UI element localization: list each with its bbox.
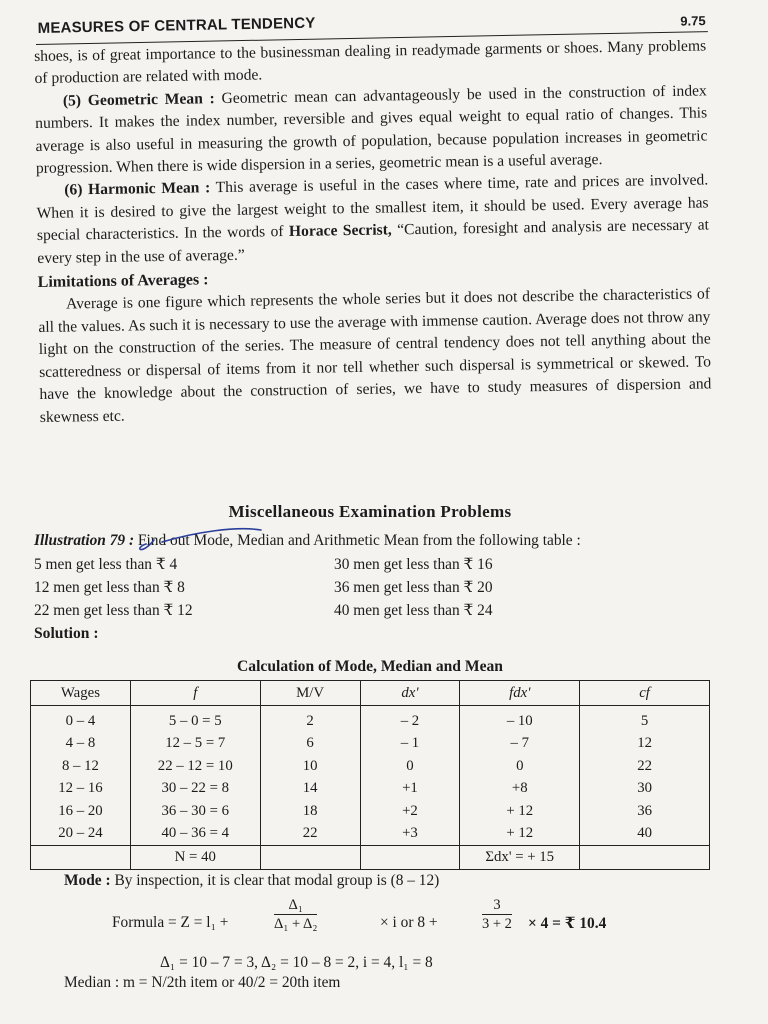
table-cell (31, 846, 131, 870)
mode-formula (64, 896, 704, 950)
table-cell: 0 (360, 755, 460, 778)
table-cell: 30 – 22 = 8 (130, 778, 260, 801)
paragraph-harmonic-mean (36, 170, 709, 270)
table-cell: – 1 (360, 733, 460, 756)
table-cell: 18 (260, 800, 360, 823)
table-cell: 20 – 24 (31, 823, 131, 846)
paragraph-geometric-mean (35, 80, 708, 180)
solution-working (64, 872, 704, 992)
page-number: 9.75 (680, 13, 706, 29)
table-row (31, 706, 710, 733)
table-row (31, 800, 710, 823)
column-header: fdx' (460, 681, 580, 706)
table-cell: 0 (460, 755, 580, 778)
table-cell: – 10 (460, 706, 580, 733)
table-cell: 36 – 30 = 6 (130, 800, 260, 823)
table-cell: + 12 (460, 823, 580, 846)
formula-result: × 4 = ₹ 10.4 (528, 915, 607, 932)
table-cell: 40 (580, 823, 710, 846)
table-cell: 22 – 12 = 10 (130, 755, 260, 778)
mode-label: Mode : (64, 872, 111, 889)
table-cell: 14 (260, 778, 360, 801)
table-cell: – 2 (360, 706, 460, 733)
table-cell: +8 (460, 778, 580, 801)
table-total-row (31, 846, 710, 870)
table-row (31, 733, 710, 756)
table-title: Calculation of Mode, Median and Mean (237, 658, 503, 675)
formula-fraction-delta (274, 896, 317, 933)
table-cell: 10 (260, 755, 360, 778)
table-cell: 22 (260, 823, 360, 846)
formula-middle: × i or 8 + (380, 914, 438, 931)
table-cell: 8 – 12 (31, 755, 131, 778)
table-cell: 6 (260, 733, 360, 756)
section-title: Miscellaneous Examination Problems (228, 502, 512, 521)
list-item: 12 men get less than ₹ 8 (34, 579, 185, 596)
harmonic-mean-text-b: “Caution, foresight and analysis are necessary at every step in the use of average.” (37, 216, 710, 267)
list-item: 22 men get less than ₹ 12 (34, 602, 193, 619)
column-header: M/V (260, 681, 360, 706)
pen-annotation-icon (96, 522, 266, 554)
table-cell (360, 846, 460, 870)
table-cell: +3 (360, 823, 460, 846)
fraction-numerator: Δ₁ (274, 896, 317, 915)
problem-data-list (34, 554, 734, 621)
formula-fraction-values (482, 896, 512, 933)
table-cell: 2 (260, 706, 360, 733)
illustration-label: Illustration 79 : (34, 532, 135, 549)
fraction-denominator: 3 + 2 (482, 916, 512, 932)
table-header-row (31, 681, 710, 706)
median-statement: Median : m = N/2th item or 40/2 = 20th item (64, 974, 341, 991)
table-cell (260, 846, 360, 870)
table-cell: 4 – 8 (31, 733, 131, 756)
fraction-numerator: 3 (482, 896, 512, 915)
table-cell: 16 – 20 (31, 800, 131, 823)
fraction-denominator: Δ₁ + Δ₂ (274, 916, 318, 932)
harmonic-mean-label: (6) Harmonic Mean : (64, 179, 211, 199)
table-cell (580, 846, 710, 870)
table-cell: 5 (580, 706, 710, 733)
table-cell: 12 – 16 (31, 778, 131, 801)
chapter-title: MEASURES OF CENTRAL TENDENCY (37, 14, 316, 37)
table-cell: + 12 (460, 800, 580, 823)
solution-label: Solution : (34, 625, 99, 642)
column-header: Wages (31, 681, 131, 706)
limitations-heading: Limitations of Averages : (37, 271, 209, 292)
table-cell: 0 – 4 (31, 706, 131, 733)
author-name: Horace Secrist, (288, 221, 392, 241)
total-n-cell: N = 40 (130, 846, 260, 870)
harmonic-mean-text-a: This average is useful in the cases where time, rate and prices are involved. When it is desired to give the largest weight to the smallest item, it should be used. Every average has special characteristics. In the words of (36, 171, 709, 245)
paragraph-limitations: Average is one figure which represents the whole series but it does not describe the characteristics of all the values. As such it is necessary to use the average with immense caution. Average does not throw any light on the construction of the series. The measure of central tendency does not tell anything about the scatteredness or dispersal of items from it nor tell whether such dispersal is symmetrical or skewed. To have the knowledge about the construction of series, we have to study measures of dispersion and skewness etc. (38, 285, 712, 426)
calculation-table (30, 680, 710, 870)
column-header: cf (580, 681, 710, 706)
list-item: 30 men get less than ₹ 16 (334, 556, 493, 573)
delta-values: Δ₁ = 10 – 7 = 3, Δ₂ = 10 – 8 = 2, i = 4, l₁ = 8 (160, 954, 433, 971)
table-cell: 5 – 0 = 5 (130, 706, 260, 733)
table-cell: 36 (580, 800, 710, 823)
table-cell: +1 (360, 778, 460, 801)
list-item: 5 men get less than ₹ 4 (34, 556, 178, 573)
table-cell: 40 – 36 = 4 (130, 823, 260, 846)
table-cell: 12 (580, 733, 710, 756)
table-cell: – 7 (460, 733, 580, 756)
mode-statement (64, 872, 704, 890)
illustration-text: Find out Mode, Median and Arithmetic Mean from the following table : (134, 532, 581, 549)
table-row (31, 823, 710, 846)
body-text (34, 35, 712, 428)
table-row (31, 778, 710, 801)
geometric-mean-text: Geometric mean can advantageously be used in the construction of index numbers. It makes the index number, reversible and gives equal weight to equal ratio of changes. This average is also useful in measuring the growth of population, because population increases in geometric progression. When there is wide dispersion in a series, geometric mean is a useful average. (35, 82, 708, 178)
table-cell: +2 (360, 800, 460, 823)
table-cell: 12 – 5 = 7 (130, 733, 260, 756)
mode-text: By inspection, it is clear that modal group is (8 – 12) (110, 872, 440, 889)
geometric-mean-label: (5) Geometric Mean : (62, 89, 215, 110)
table-cell: 22 (580, 755, 710, 778)
table-row (31, 755, 710, 778)
formula-label: Formula = Z = l₁ + (112, 914, 229, 931)
list-item: 40 men get less than ₹ 24 (334, 602, 493, 619)
total-fdx-cell: Σdx' = + 15 (460, 846, 580, 870)
table-cell: 30 (580, 778, 710, 801)
column-header: f (130, 681, 260, 706)
list-item: 36 men get less than ₹ 20 (334, 579, 493, 596)
paragraph-mode-continuation: shoes, is of great importance to the businessman dealing in readymade garments or shoes. Many problems of production are related with mode. (34, 37, 707, 88)
column-header: dx' (360, 681, 460, 706)
